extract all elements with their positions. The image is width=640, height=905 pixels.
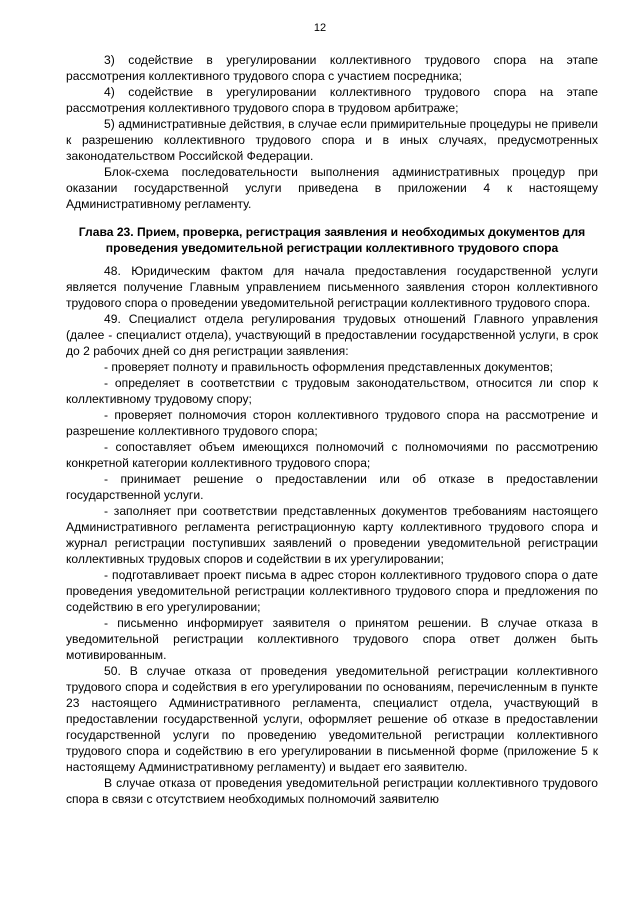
paragraph: 4) содействие в урегулировании коллективного трудового спора на этапе рассмотрения коллективного трудового спора в трудовом арбитраже; <box>66 85 598 115</box>
paragraph: 49. Специалист отдела регулирования трудовых отношений Главного управления (далее - специалист отдела), участвующий в предоставлении государственной услуги, в срок до 2 рабочих дней со дня регистрации заявления: <box>66 312 598 358</box>
paragraph: 48. Юридическим фактом для начала предоставления государственной услуги является получение Главным управлением письменного заявления сторон коллективного трудового спора о проведении уведомительной регистрации коллективного трудового спора. <box>66 264 598 310</box>
page-number: 12 <box>313 22 327 34</box>
list-item: - сопоставляет объем имеющихся полномочий с полномочиями по рассмотрению конкретной категории коллективного трудового спора; <box>66 440 598 470</box>
paragraph: 5) административные действия, в случае если примирительные процедуры не привели к разрешению коллективного трудового спора и в иных случаях, предусмотренных законодательством Российской Федерации. <box>66 117 598 163</box>
list-item: - принимает решение о предоставлении или об отказе в предоставлении государственной услуги. <box>66 472 598 502</box>
paragraph: 3) содействие в урегулировании коллективного трудового спора на этапе рассмотрения коллективного трудового спора с участием посредника; <box>66 53 598 83</box>
document-body <box>66 52 598 807</box>
list-item: - проверяет полномочия сторон коллективного трудового спора на рассмотрение и разрешение коллективного трудового спора; <box>66 408 598 438</box>
chapter-heading: Глава 23. Прием, проверка, регистрация заявления и необходимых документов для проведения уведомительной регистрации коллективного трудового спора <box>78 225 586 255</box>
paragraph: Блок-схема последовательности выполнения административных процедур при оказании государственной услуги приведена в приложении 4 к настоящему Административному регламенту. <box>66 165 598 211</box>
paragraph: 50. В случае отказа от проведения уведомительной регистрации коллективного трудового спора и содействия в его урегулировании по основаниям, перечисленным в пункте 23 настоящего Административного регламента, специалист отдела, участвующий в предоставлении государственной услуги, оформляет решение об отказе в предоставлении государственной услуги по проведению уведомительной регистрации коллективного трудового спора и содействию в его урегулировании в письменной форме (приложение 5 к настоящему Административному регламенту) и выдает его заявителю. <box>66 664 598 774</box>
paragraph: В случае отказа от проведения уведомительной регистрации коллективного трудового спора в связи с отсутствием необходимых полномочий заявителю <box>66 776 598 806</box>
list-item: - определяет в соответствии с трудовым законодательством, относится ли спор к коллективному трудовому спору; <box>66 376 598 406</box>
list-item: - письменно информирует заявителя о принятом решении. В случае отказа в уведомительной регистрации коллективного трудового спора ответ должен быть мотивированным. <box>66 616 598 662</box>
list-item: - проверяет полноту и правильность оформления представленных документов; <box>104 360 554 374</box>
list-item: - подготавливает проект письма в адрес сторон коллективного трудового спора о дате проведения уведомительной регистрации коллективного трудового спора и предложения по содействию в его урегулировании; <box>66 568 598 614</box>
list-item: - заполняет при соответствии представленных документов требованиям настоящего Административного регламента регистрационную карту коллективного трудового спора и журнал регистрации поступивших заявлений о проведении уведомительной регистрации коллективных трудовых споров и содействии в их урегулировании; <box>66 504 598 566</box>
